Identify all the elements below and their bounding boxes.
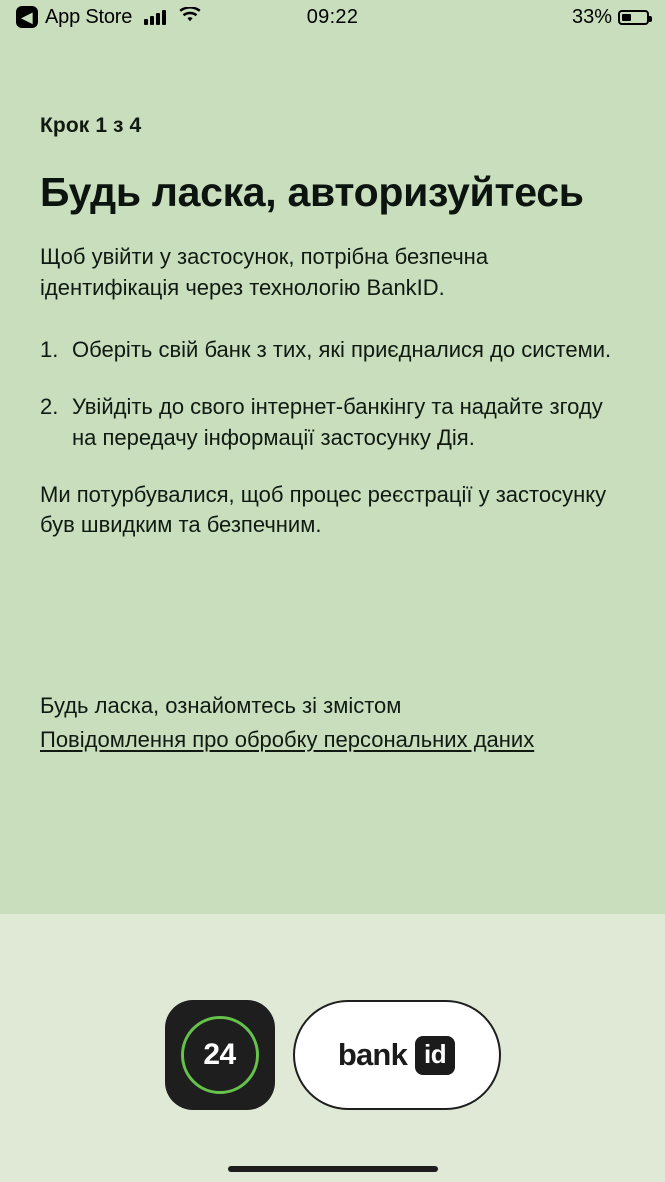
bankid-logo-id: id [415, 1036, 455, 1075]
list-item [40, 391, 625, 453]
privacy-notice-link[interactable]: Повідомлення про обробку персональних даних [40, 726, 535, 752]
list-item-text: Увійдіть до свого інтернет-банкінгу та надайте згоду на передачу інформації застосунку Дія. [72, 394, 603, 451]
page-title: Будь ласка, авторизуйтесь [40, 169, 584, 215]
instruction-list [40, 334, 625, 454]
status-bar-clock: 09:22 [306, 5, 359, 28]
back-to-app-store-icon[interactable]: ◀ [16, 6, 38, 28]
bankid-logo-word: bank [337, 1037, 408, 1072]
privat24-logo[interactable] [165, 1000, 275, 1110]
carrier-label: App Store [45, 5, 133, 28]
battery-icon [618, 10, 649, 25]
wifi-icon [179, 7, 201, 28]
partner-logos-panel [0, 914, 665, 1182]
consent-block [40, 691, 625, 754]
consent-text: Будь ласка, ознайомтесь зі змістом [40, 693, 402, 719]
status-bar-right [572, 6, 649, 29]
list-item-number: 1. [40, 336, 59, 362]
battery-percent-label: 33% [571, 5, 612, 28]
intro-paragraph: Щоб увійти у застосунок, потрібна безпечна ідентифікація через технологію BankID. [40, 244, 489, 301]
list-item-text: Оберіть свій банк з тих, які приєдналися до системи. [72, 336, 612, 362]
step-indicator: Крок 1 з 4 [40, 114, 142, 137]
outro-paragraph: Ми потурбувалися, щоб процес реєстрації у застосунку був швидким та безпечним. [40, 481, 607, 538]
cellular-bars-icon [144, 9, 166, 25]
privat24-logo-label: 24 [181, 1016, 259, 1094]
home-indicator[interactable] [228, 1166, 438, 1172]
list-item-number: 2. [40, 394, 59, 420]
list-item [40, 334, 625, 365]
status-bar-left [16, 6, 201, 29]
status-bar [0, 0, 665, 34]
main-content [0, 34, 665, 914]
bankid-logo[interactable] [293, 1000, 501, 1110]
